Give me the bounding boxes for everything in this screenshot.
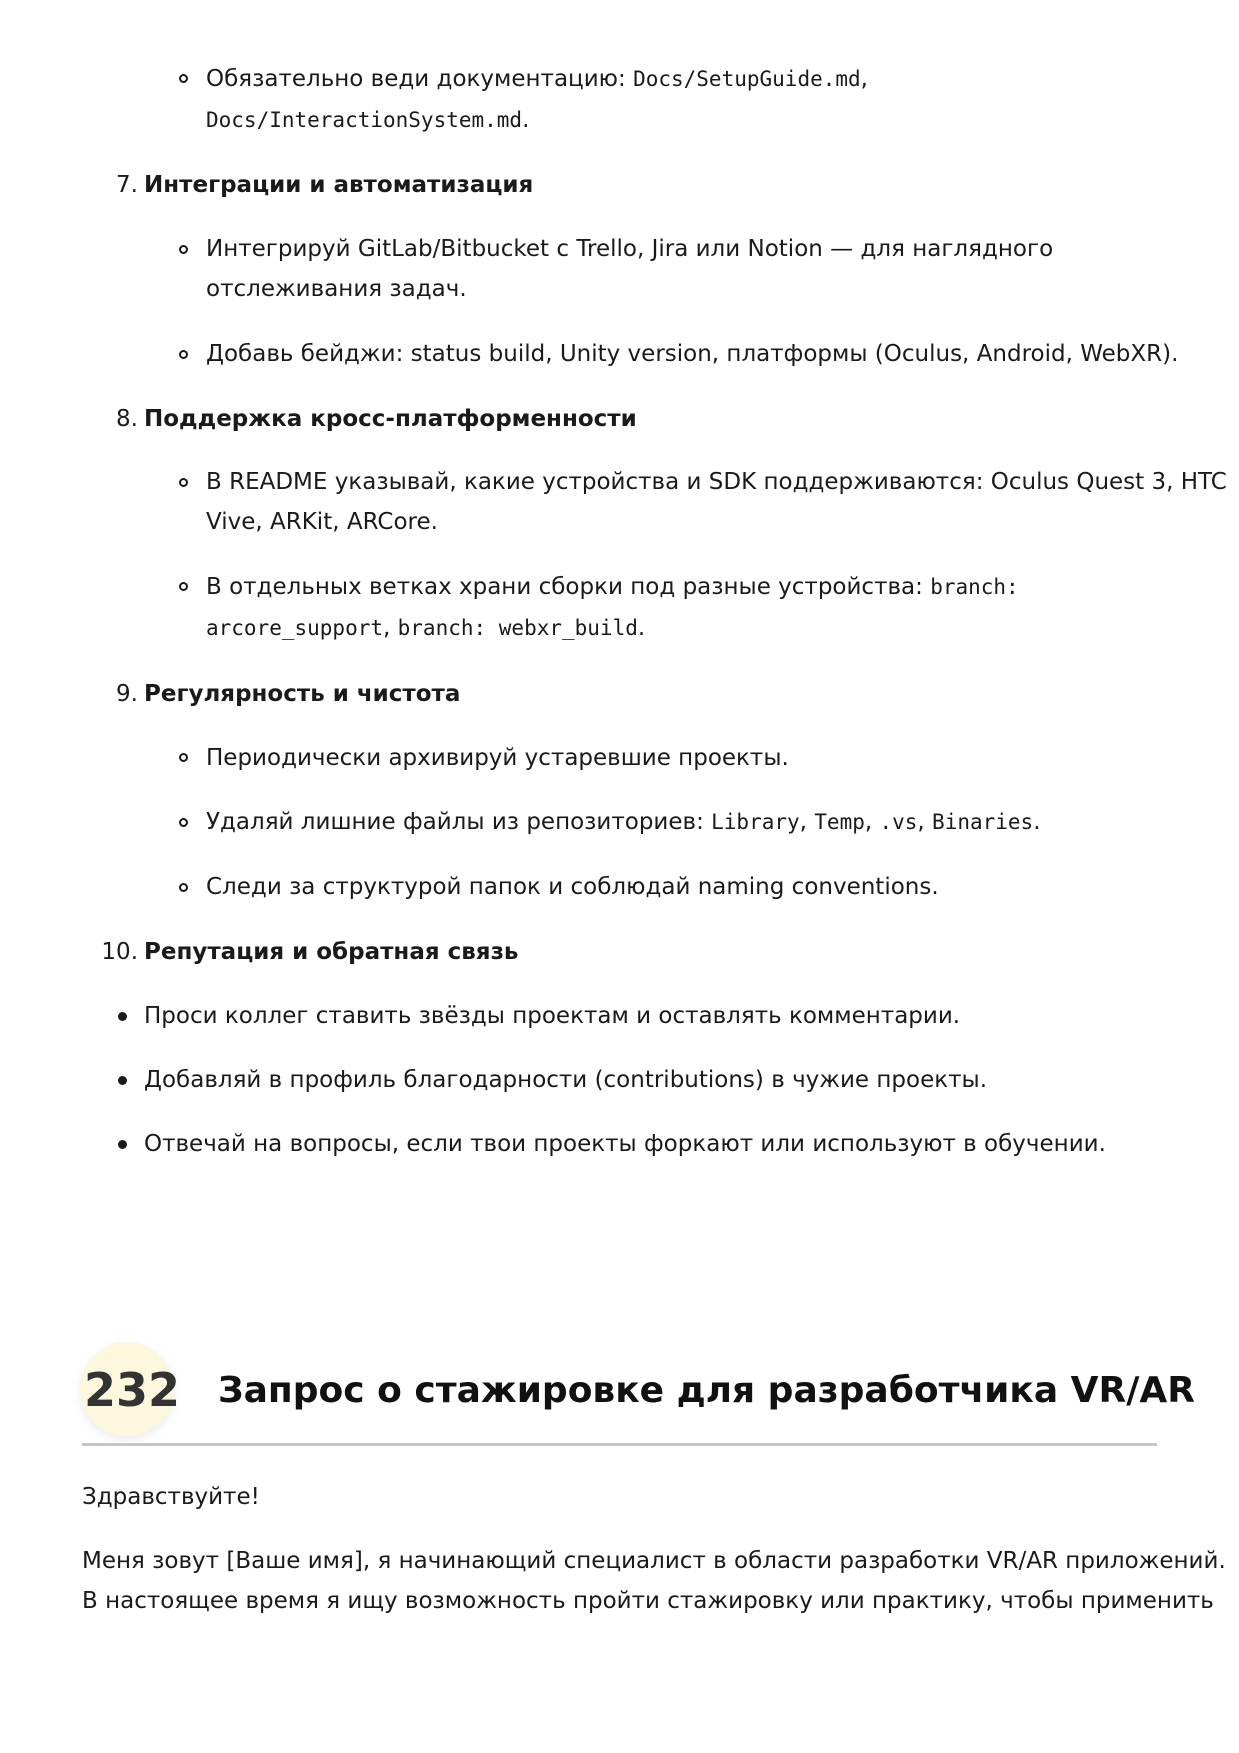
letter-paragraph-line1: Меня зовут [Ваше имя], я начинающий специалист в области разработки VR/AR приложений.	[82, 1548, 1226, 1574]
circle-bullet-icon	[179, 74, 188, 83]
letter-greeting: Здравствуйте!	[82, 1484, 260, 1510]
bullet-stars: Проси коллег ставить звёзды проектам и оставлять комментарии.	[144, 1003, 961, 1029]
list-number-7: 7.	[116, 172, 138, 198]
disc-bullet-icon	[118, 1012, 127, 1021]
bullet-contributions: Добавляй в профиль благодарности (contributions) в чужие проекты.	[144, 1067, 988, 1093]
bullet-docs: Обязательно веди документацию: Docs/SetupGuide.md,	[206, 66, 868, 92]
bullet-readme-line1: В README указывай, какие устройства и SDK поддерживаются: Oculus Quest 3, HTC	[206, 469, 1227, 495]
bullet-structure: Следи за структурой папок и соблюдай naming conventions.	[206, 874, 939, 900]
chapter-title: Запрос о стажировке для разработчика VR/AR	[218, 1370, 1195, 1411]
list-number-9: 9.	[116, 681, 138, 707]
bullet-readme-line2: Vive, ARKit, ARCore.	[206, 509, 438, 535]
bullet-answer: Отвечай на вопросы, если твои проекты форкают или используют в обучении.	[144, 1131, 1106, 1157]
bullet-badges: Добавь бейджи: status build, Unity version, платформы (Oculus, Android, WebXR).	[206, 341, 1179, 367]
circle-bullet-icon	[179, 478, 188, 487]
circle-bullet-icon	[179, 350, 188, 359]
chapter-divider	[82, 1443, 1157, 1446]
circle-bullet-icon	[179, 883, 188, 892]
heading-crossplatform: Поддержка кросс-платформенности	[144, 406, 637, 432]
heading-integrations: Интеграции и автоматизация	[144, 172, 534, 198]
list-number-8: 8.	[116, 406, 138, 432]
list-number-10: 10.	[101, 939, 138, 965]
bullet-branches-line2: arcore_support, branch: webxr_build.	[206, 615, 646, 641]
circle-bullet-icon	[179, 245, 188, 254]
bullet-docs-line2: Docs/InteractionSystem.md.	[206, 107, 530, 133]
bullet-integrate-line2: отслеживания задач.	[206, 276, 467, 302]
heading-regularity: Регулярность и чистота	[144, 681, 461, 707]
circle-bullet-icon	[179, 582, 188, 591]
bullet-integrate-line1: Интегрируй GitLab/Bitbucket с Trello, Jira или Notion — для наглядного	[206, 236, 1054, 262]
bullet-archive: Периодически архивируй устаревшие проекты.	[206, 745, 789, 771]
heading-reputation: Репутация и обратная связь	[144, 939, 519, 965]
bullet-branches-line1: В отдельных ветках храни сборки под разные устройства: branch:	[206, 574, 1019, 600]
circle-bullet-icon	[179, 753, 188, 762]
disc-bullet-icon	[118, 1076, 127, 1085]
disc-bullet-icon	[118, 1140, 127, 1149]
circle-bullet-icon	[179, 818, 188, 827]
bullet-remove-files: Удаляй лишние файлы из репозиториев: Library, Temp, .vs, Binaries.	[206, 809, 1041, 835]
letter-paragraph-line2: В настоящее время я ищу возможность пройти стажировку или практику, чтобы применить	[82, 1588, 1214, 1614]
chapter-number: 232	[84, 1363, 181, 1417]
